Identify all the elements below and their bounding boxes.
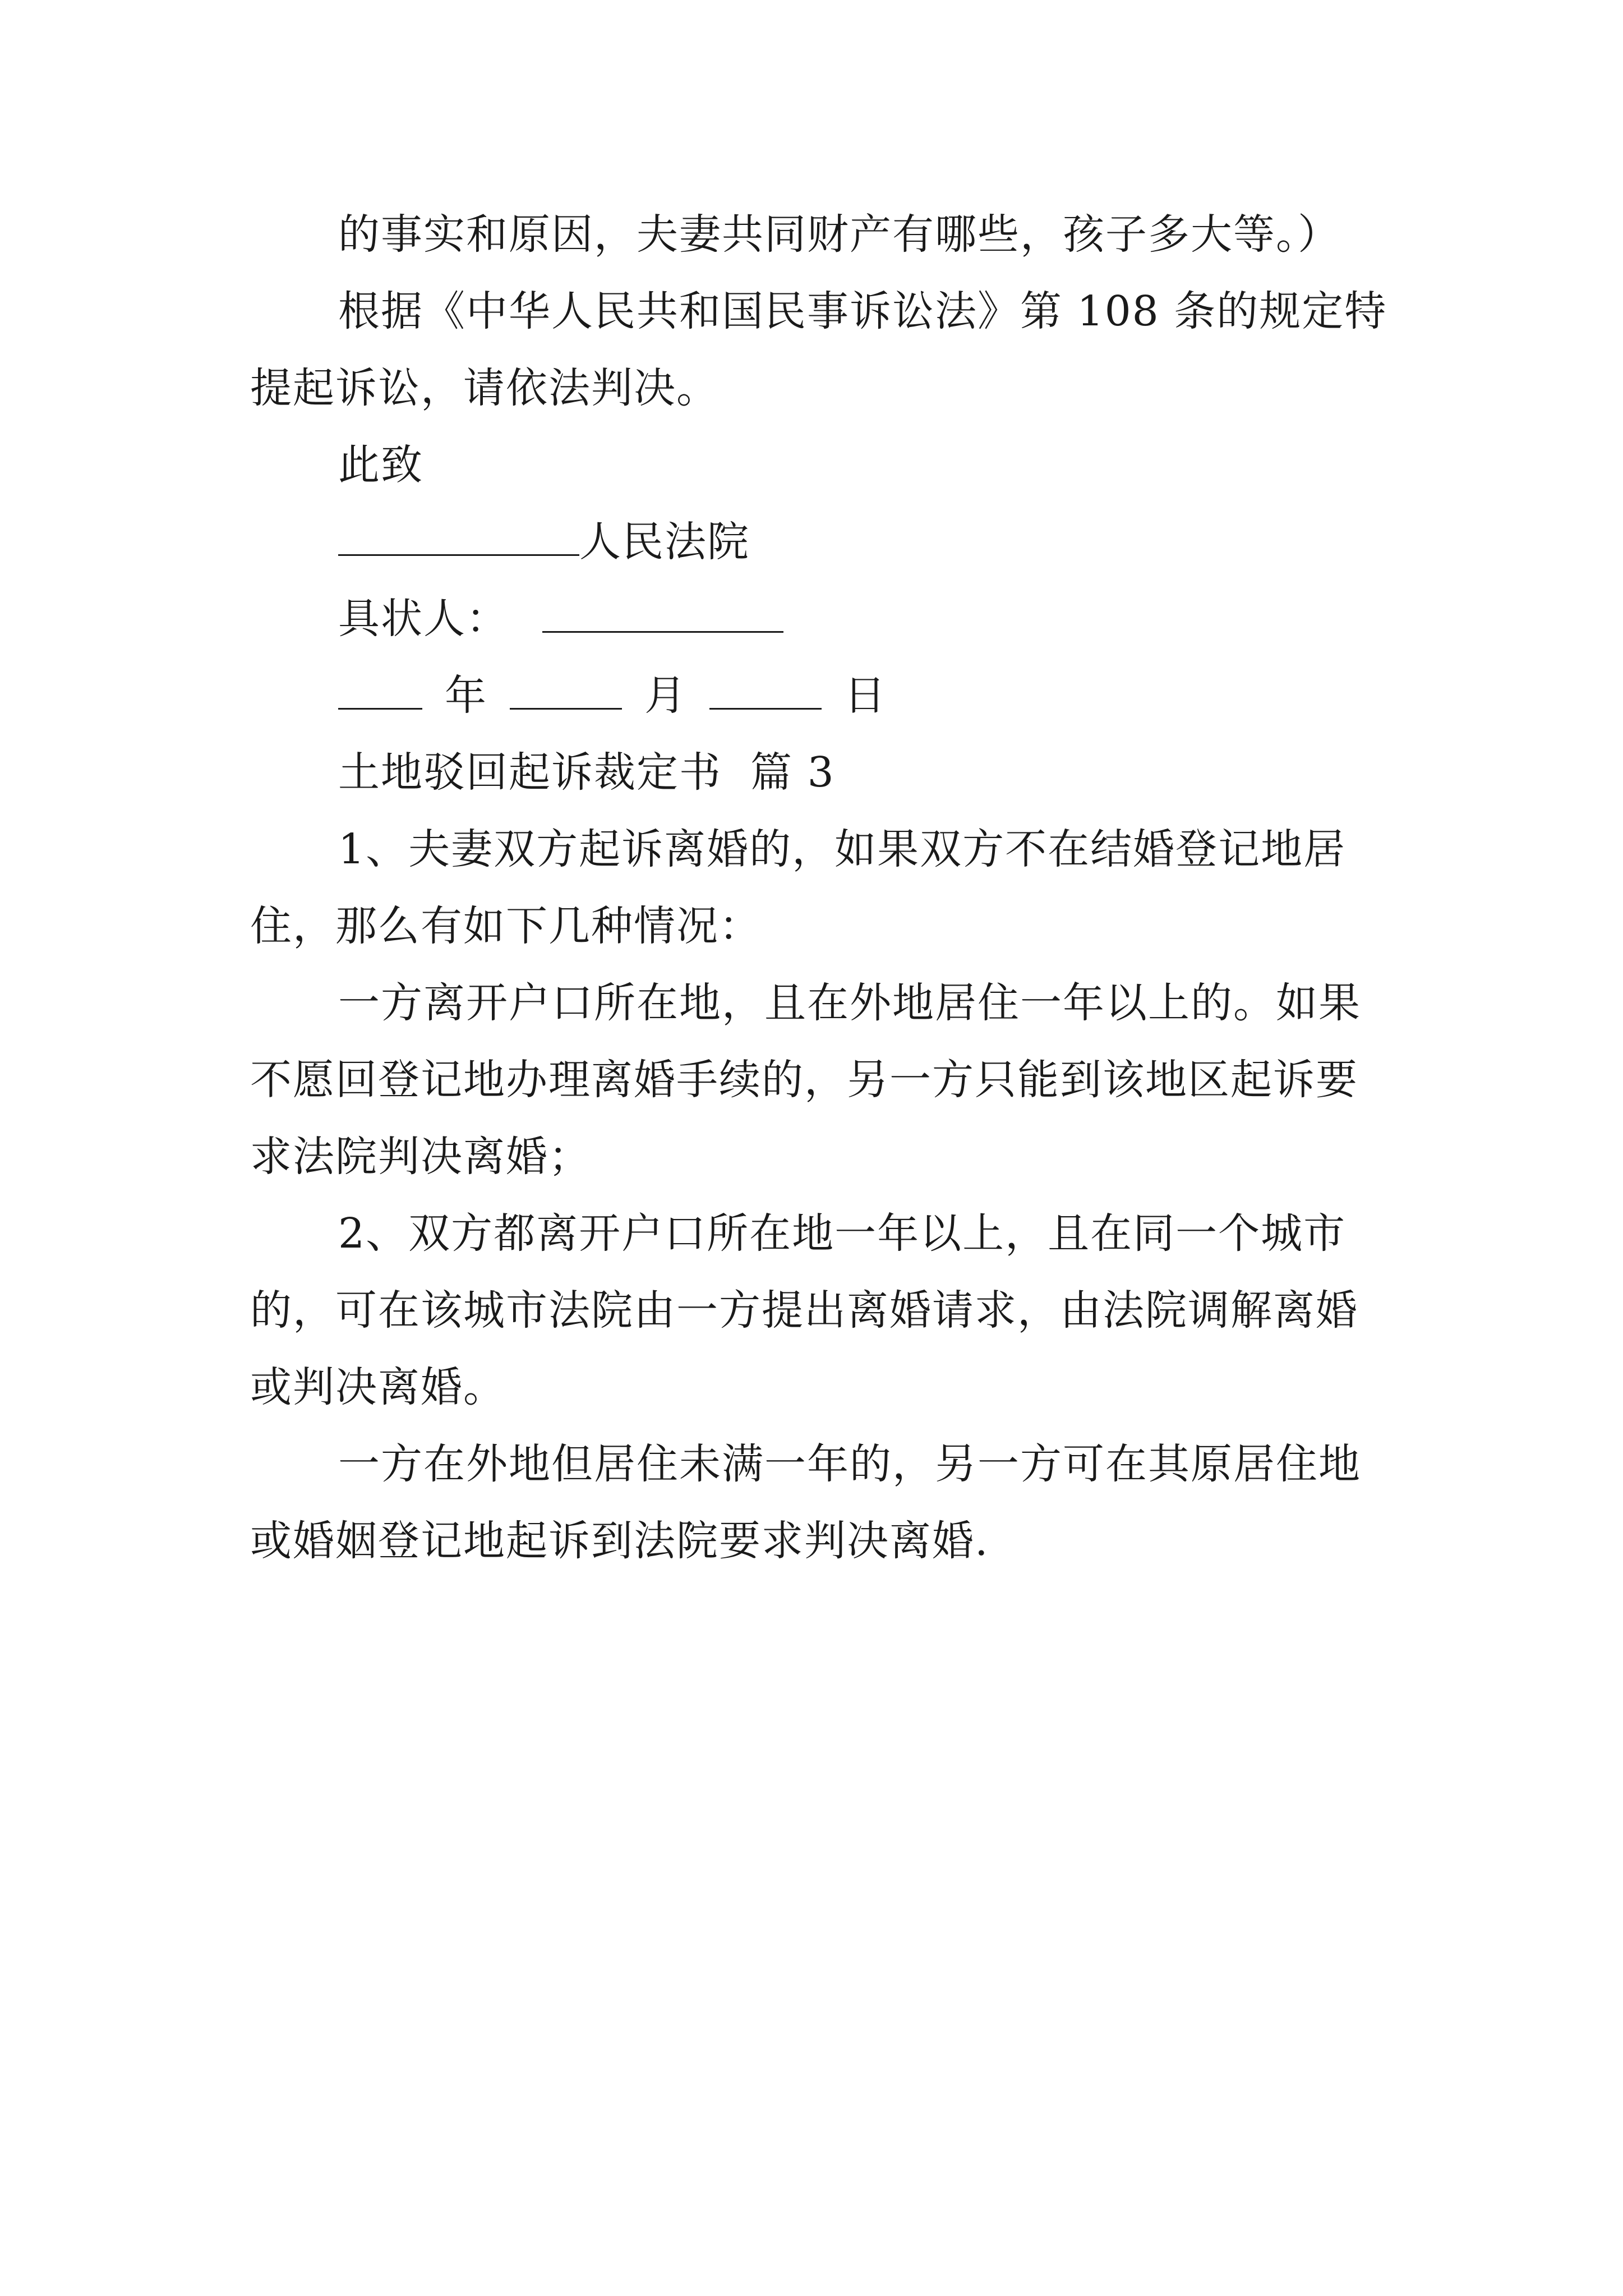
year-blank bbox=[338, 674, 422, 710]
court-suffix: 人民法院 bbox=[579, 518, 750, 566]
paragraph-line: 或判决离婚。 bbox=[250, 1363, 506, 1411]
signer-line bbox=[338, 581, 783, 657]
paragraph-line: 根据《中华人民共和国民事诉讼法》第 108 条的规定特 bbox=[338, 287, 1387, 335]
paragraph-line: 提起诉讼，请依法判决。 bbox=[250, 364, 719, 412]
paragraph-line: 一方在外地但居住未满一年的，另一方可在其原居住地 bbox=[338, 1440, 1361, 1488]
paragraph-line: 的事实和原因，夫妻共同财产有哪些，孩子多大等。） bbox=[338, 210, 1340, 259]
month-label: 月 bbox=[644, 671, 687, 720]
paragraph-line: 1、夫妻双方起诉离婚的，如果双方不在结婚登记地居 bbox=[338, 825, 1347, 873]
paragraph-line: 一方离开户口所在地，且在外地居住一年以上的。如果 bbox=[338, 979, 1361, 1027]
paragraph-line: 不愿回登记地办理离婚手续的，另一方只能到该地区起诉要 bbox=[250, 1056, 1358, 1104]
day-label: 日 bbox=[844, 671, 887, 720]
court-name-blank bbox=[338, 521, 579, 556]
paragraph-line: 2、双方都离开户口所在地一年以上，且在同一个城市 bbox=[338, 1209, 1347, 1258]
salutation-line: 此致 bbox=[338, 441, 423, 489]
day-blank bbox=[709, 674, 822, 710]
paragraph-line: 住，那么有如下几种情况： bbox=[250, 902, 762, 950]
court-line bbox=[338, 504, 750, 581]
paragraph-line: 的，可在该城市法院由一方提出离婚请求，由法院调解离婚 bbox=[250, 1286, 1358, 1335]
section-title: 土地驳回起诉裁定书 篇 3 bbox=[338, 748, 835, 797]
year-label: 年 bbox=[445, 671, 487, 720]
signer-blank bbox=[542, 597, 783, 633]
paragraph-line: 或婚姻登记地起诉到法院要求判决离婚. bbox=[250, 1517, 989, 1565]
paragraph-line: 求法院判决离婚； bbox=[250, 1133, 591, 1181]
signer-label: 具状人： bbox=[338, 595, 509, 643]
month-blank bbox=[510, 674, 622, 710]
date-line bbox=[338, 657, 887, 734]
